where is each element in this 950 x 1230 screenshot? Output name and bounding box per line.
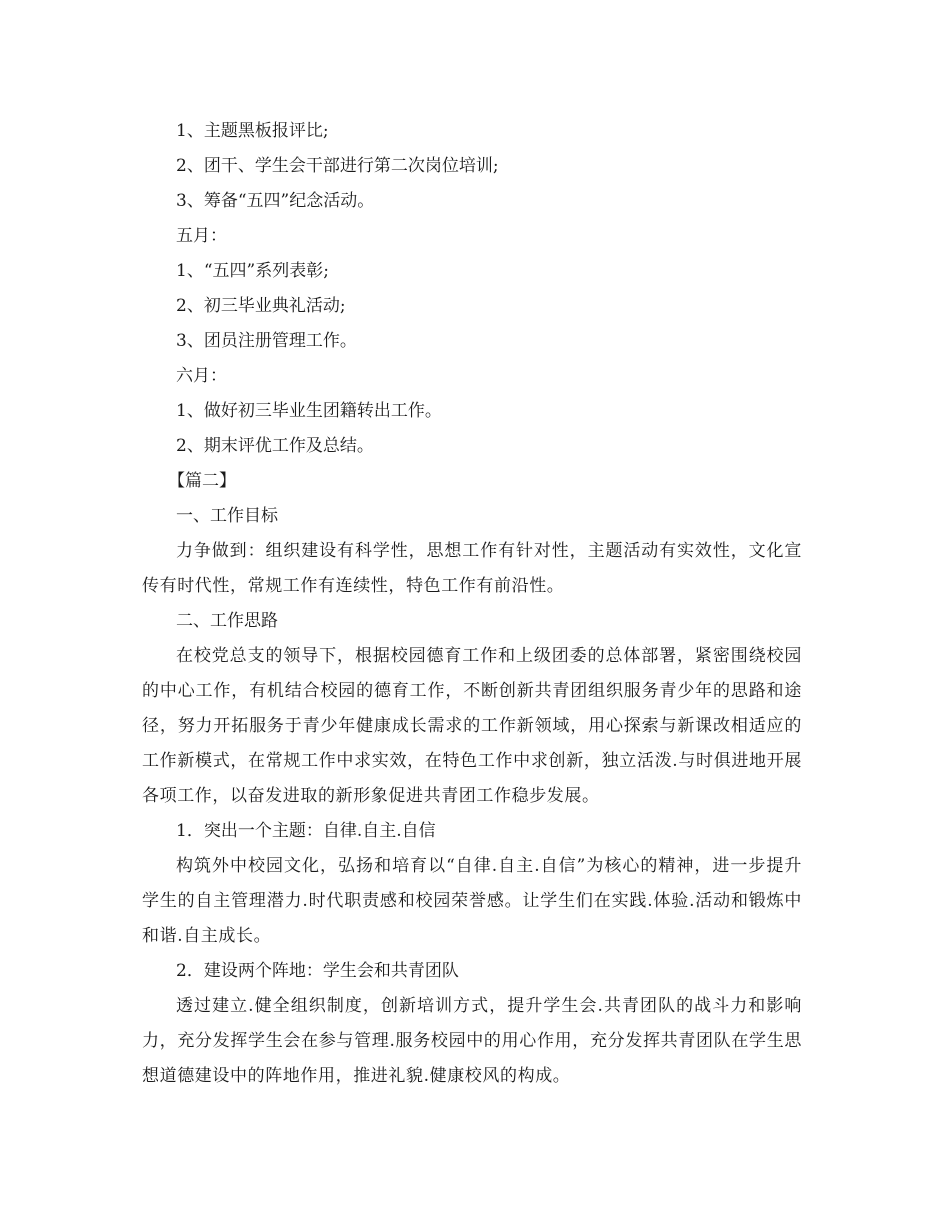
list-item: 2、期末评优工作及总结。 — [176, 436, 374, 456]
list-item: 1、主题黑板报评比; — [176, 121, 329, 141]
list-item: 1、做好初三毕业生团籍转出工作。 — [176, 401, 442, 421]
section-heading-goals: 一、工作目标 — [176, 506, 278, 526]
month-heading-may: 五月： — [176, 226, 227, 246]
part-two-heading: 【篇二】 — [168, 471, 236, 491]
list-item: 2、初三毕业典礼活动; — [176, 296, 346, 316]
section-heading-approach: 二、工作思路 — [176, 611, 278, 631]
subsection-heading-positions: 2．建设两个阵地：学生会和共青团队 — [176, 961, 459, 981]
section-paragraph-goals: 力争做到：组织建设有科学性，思想工作有针对性，主题活动有实效性，文化宣传有时代性，常规工作有连续性，特色工作有前沿性。 — [142, 541, 802, 596]
document-body — [142, 114, 802, 1094]
list-item: 2、团干、学生会干部进行第二次岗位培训; — [176, 156, 499, 176]
list-item: 3、筹备“五四”纪念活动。 — [176, 191, 375, 211]
subsection-paragraph-theme: 构筑外中校园文化，弘扬和培育以“自律.自主.自信”为核心的精神，进一步提升学生的自主管理潜力.时代职责感和校园荣誉感。让学生们在实践.体验.活动和锻炼中和谐.自主成长。 — [142, 856, 803, 946]
subsection-paragraph-positions: 透过建立.健全组织制度，创新培训方式，提升学生会.共青团队的战斗力和影响力，充分发挥学生会在参与管理.服务校园中的用心作用，充分发挥共青团队在学生思想道德建设中的阵地作用，推进礼貌.健康校风的构成。 — [142, 996, 802, 1086]
list-item: 1、“五四”系列表彰; — [176, 261, 329, 281]
list-item: 3、团员注册管理工作。 — [176, 331, 357, 351]
subsection-heading-theme: 1．突出一个主题：自律.自主.自信 — [176, 821, 436, 841]
month-heading-june: 六月： — [176, 366, 227, 386]
section-paragraph-approach: 在校党总支的领导下，根据校园德育工作和上级团委的总体部署，紧密围绕校园的中心工作，有机结合校园的德育工作，不断创新共青团组织服务青少年的思路和途径，努力开拓服务于青少年健康成长需求的工作新领域，用心探索与新课改相适应的工作新模式，在常规工作中求实效，在特色工作中求创新，独立活泼.与时俱进地开展各项工作，以奋发进取的新形象促进共青团工作稳步发展。 — [142, 646, 802, 806]
